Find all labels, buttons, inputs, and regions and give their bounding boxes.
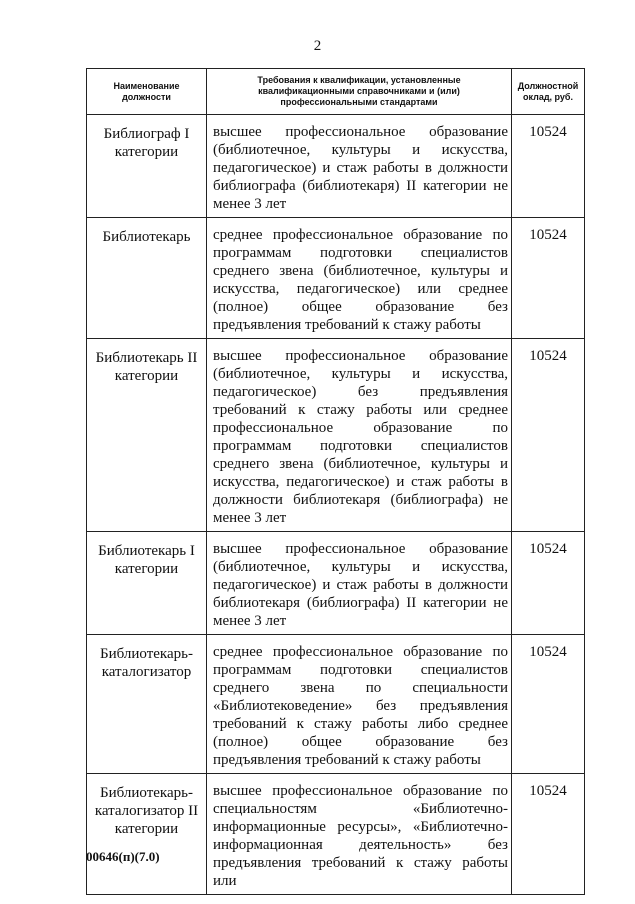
row-position: Библиотекарь-каталогизатор II категории (87, 774, 207, 895)
row-requirements: высшее профессиональное образование (библиотечное, культуры и искусства, педагогическое) и стаж работы в должности библиотекаря (библиографа) II категории не менее 3 лет (207, 532, 512, 635)
row-position: Библиограф I категории (87, 115, 207, 218)
row-requirements: высшее профессиональное образование по специальностям «Библиотечно-информационные ресурсы», «Библиотечно-информационная деятельность» без предъявления требований к стажу работы или (207, 774, 512, 895)
header-position: Наименование должности (87, 69, 207, 115)
row-requirements: среднее профессиональное образование по программам подготовки специалистов среднего звена по специальности «Библиотековедение» без предъявления требований к стажу работы либо среднее (полное) общее образование без предъявления требований к стажу работы (207, 635, 512, 774)
row-requirements: высшее профессиональное образование (библиотечное, культуры и искусства, педагогическое) и стаж работы в должности библиографа (библиотекаря) II категории не менее 3 лет (207, 115, 512, 218)
row-salary: 10524 (512, 339, 585, 532)
row-position: Библиотекарь I категории (87, 532, 207, 635)
document-code: 00646(п)(7.0) (86, 849, 160, 864)
row-salary: 10524 (512, 218, 585, 339)
row-position: Библиотекарь-каталогизатор (87, 635, 207, 774)
table-row (87, 532, 585, 635)
row-salary: 10524 (512, 115, 585, 218)
row-position: Библиотекарь II категории (87, 339, 207, 532)
table-row (87, 339, 585, 532)
row-salary: 10524 (512, 532, 585, 635)
row-requirements: высшее профессиональное образование (библиотечное, культуры и искусства, педагогическое) без предъявления требований к стажу работы или среднее профессиональное образование по программам подготовки специалистов среднего звена (библиотечное, культуры и искусства, педагогическое) и стаж работы в должности библиотекаря (библиографа) не менее 3 лет (207, 339, 512, 532)
table-row (87, 635, 585, 774)
qualification-requirements-table (86, 68, 585, 895)
row-position: Библиотекарь (87, 218, 207, 339)
row-salary: 10524 (512, 635, 585, 774)
table-row (87, 115, 585, 218)
row-salary: 10524 (512, 774, 585, 895)
row-requirements: среднее профессиональное образование по программам подготовки специалистов среднего звена (библиотечное, культуры и искусства, педагогическое) или среднее (полное) общее образование без предъявления требований к стажу работы (207, 218, 512, 339)
table-row (87, 774, 585, 895)
table-row (87, 218, 585, 339)
table-header-row (87, 69, 585, 115)
header-salary: Должностной оклад, руб. (512, 69, 585, 115)
header-requirements: Требования к квалификации, установленные квалификационными справочниками и (или) профессиональными стандартами (207, 69, 512, 115)
page-number: 2 (313, 38, 322, 54)
